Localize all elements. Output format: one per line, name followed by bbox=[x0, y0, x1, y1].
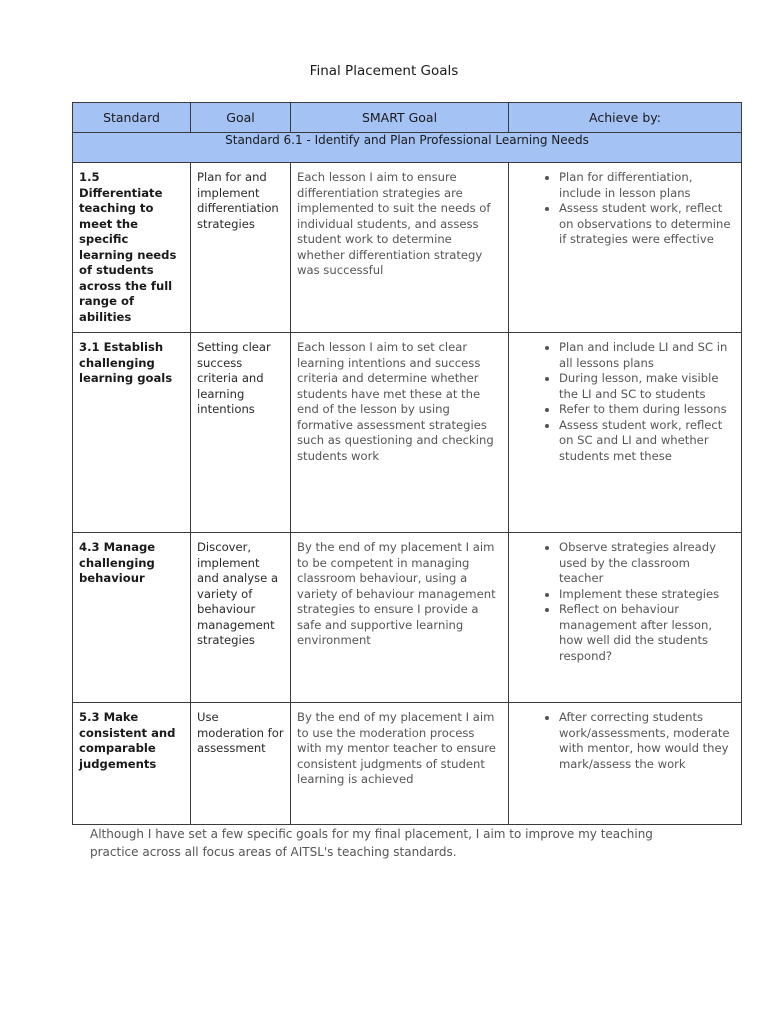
standard-cell: 5.3 Make consistent and comparable judgements bbox=[73, 703, 191, 825]
list-item: • During lesson, make visible the LI and SC to students bbox=[559, 371, 737, 402]
list-item: • Observe strategies already used by the classroom teacher bbox=[559, 540, 737, 587]
achieve-list bbox=[509, 710, 737, 772]
standard-cell: 3.1 Establish challenging learning goals bbox=[73, 333, 191, 533]
goals-table bbox=[72, 102, 742, 825]
standard-cell: 1.5 Differentiate teaching to meet the specific learning needs of students across the full range of abilities bbox=[73, 163, 191, 333]
list-item: • Assess student work, reflect on SC and LI and whether students met these bbox=[559, 418, 737, 465]
list-item: • Refer to them during lessons bbox=[559, 402, 737, 418]
smart-goal-cell: By the end of my placement I aim to use the moderation process with my mentor teacher to ensure consistent judgments of student learning is achieved bbox=[291, 703, 509, 825]
smart-goal-cell: Each lesson I aim to set clear learning intentions and success criteria and determine whether students have met these at the end of the lesson by using formative assessment strategies such as questioning and checking students work bbox=[291, 333, 509, 533]
section-row bbox=[73, 133, 742, 163]
achieve-by-cell bbox=[509, 703, 742, 825]
achieve-by-cell bbox=[509, 333, 742, 533]
page-title: Final Placement Goals bbox=[309, 63, 459, 79]
goal-cell: Discover, implement and analyse a variety of behaviour management strategies bbox=[191, 533, 291, 703]
header-standard: Standard bbox=[73, 103, 191, 133]
header-goal: Goal bbox=[191, 103, 291, 133]
achieve-list bbox=[509, 170, 737, 248]
smart-goal-cell: Each lesson I aim to ensure differentiation strategies are implemented to suit the needs of individual students, and assess student work to determine whether differentiation strategy was successful bbox=[291, 163, 509, 333]
goal-cell: Plan for and implement differentiation strategies bbox=[191, 163, 291, 333]
list-item: • Implement these strategies bbox=[559, 587, 737, 603]
header-smart-goal: SMART Goal bbox=[291, 103, 509, 133]
achieve-list bbox=[509, 540, 737, 664]
achieve-by-cell bbox=[509, 533, 742, 703]
smart-goal-cell: By the end of my placement I aim to be competent in managing classroom behaviour, using a variety of behaviour management strategies to ensure I provide a safe and supportive learning environment bbox=[291, 533, 509, 703]
footer-note: Although I have set a few specific goals for my final placement, I aim to improve my teaching practice across all focus areas of AITSL's teaching standards. bbox=[90, 827, 653, 859]
list-item: • Plan for differentiation, include in lesson plans bbox=[559, 170, 737, 201]
table-row bbox=[73, 333, 742, 533]
standard-cell: 4.3 Manage challenging behaviour bbox=[73, 533, 191, 703]
list-item: • Reflect on behaviour management after lesson, how well did the students respond? bbox=[559, 602, 737, 664]
goal-cell: Use moderation for assessment bbox=[191, 703, 291, 825]
achieve-by-cell bbox=[509, 163, 742, 333]
achieve-list bbox=[509, 340, 737, 464]
list-item: • Assess student work, reflect on observations to determine if strategies were effective bbox=[559, 201, 737, 248]
list-item: • After correcting students work/assessments, moderate with mentor, how would they mark/assess the work bbox=[559, 710, 737, 772]
goal-cell: Setting clear success criteria and learning intentions bbox=[191, 333, 291, 533]
table-header-row bbox=[73, 103, 742, 133]
table-row bbox=[73, 163, 742, 333]
section-heading: Standard 6.1 - Identify and Plan Professional Learning Needs bbox=[73, 133, 742, 163]
list-item: • Plan and include LI and SC in all lessons plans bbox=[559, 340, 737, 371]
header-achieve-by: Achieve by: bbox=[509, 103, 742, 133]
table-row bbox=[73, 533, 742, 703]
table-row bbox=[73, 703, 742, 825]
